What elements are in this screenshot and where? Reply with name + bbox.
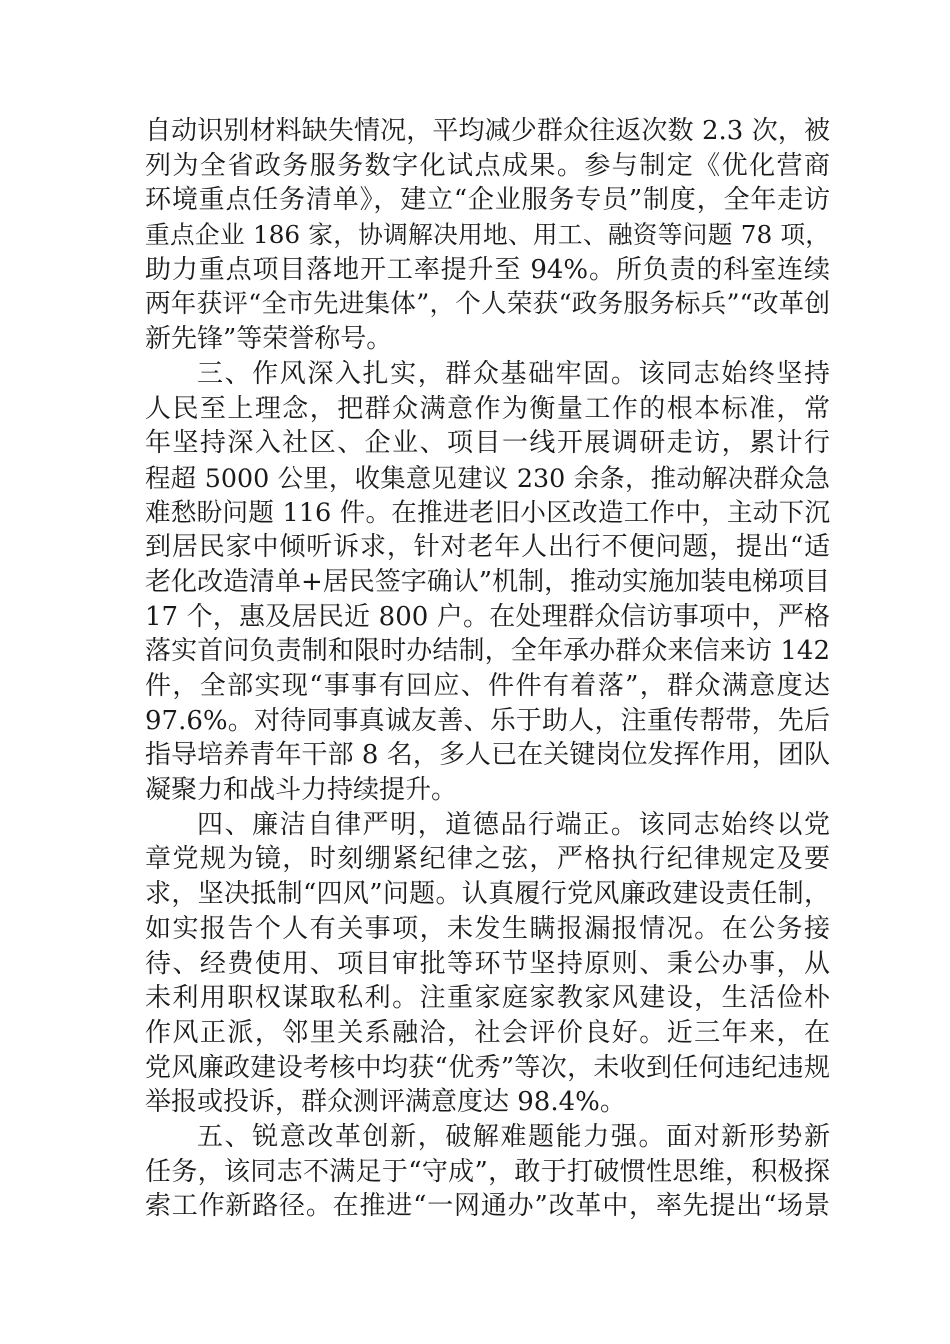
document-body xyxy=(145,114,830,1224)
text-line: 新先锋”等荣誉称号。 xyxy=(145,324,393,355)
text-line: 难愁盼问题 116 件。在推进老旧小区改造工作中，主动下沉 xyxy=(145,497,830,528)
text-line: 求，坚决抵制“四风”问题。认真履行党风廉政建设责任制， xyxy=(145,879,830,910)
text-line: 到居民家中倾听诉求，针对老年人出行不便问题，提出“适 xyxy=(145,532,830,563)
text-line: 党风廉政建设考核中均获“优秀”等次，未收到任何违纪违规 xyxy=(145,1052,830,1083)
text-line: 任务，该同志不满足于“守成”，敢于打破惯性思维，积极探 xyxy=(145,1156,830,1187)
text-line: 环境重点任务清单》，建立“企业服务专员”制度，全年走访 xyxy=(145,185,830,216)
text-line: 举报或投诉，群众测评满意度达 98.4%。 xyxy=(145,1087,626,1118)
text-line: 五、锐意改革创新，破解难题能力强。面对新形势新 xyxy=(197,1121,830,1152)
text-line: 两年获评“全市先进集体”，个人荣获“政务服务标兵”“改革创 xyxy=(145,289,830,320)
text-line: 自动识别材料缺失情况，平均减少群众往返次数 2.3 次，被 xyxy=(145,116,830,146)
text-line: 年坚持深入社区、企业、项目一线开展调研走访，累计行 xyxy=(145,428,830,459)
text-line: 17 个，惠及居民近 800 户。在处理群众信访事项中，严格 xyxy=(145,601,830,632)
text-line: 凝聚力和战斗力持续提升。 xyxy=(145,775,458,806)
text-line: 如实报告个人有关事项，未发生瞒报漏报情况。在公务接 xyxy=(145,913,830,944)
text-line: 97.6%。对待同事真诚友善、乐于助人，注重传帮带，先后 xyxy=(145,705,830,736)
text-line: 指导培养青年干部 8 名，多人已在关键岗位发挥作用，团队 xyxy=(145,740,830,771)
text-line: 重点企业 186 家，协调解决用地、用工、融资等问题 78 项， xyxy=(145,220,830,250)
text-line: 索工作新路径。在推进“一网通办”改革中，率先提出“场景 xyxy=(145,1191,830,1222)
text-line: 老化改造清单+居民签字确认”机制，推动实施加装电梯项目 xyxy=(145,566,831,597)
text-line: 作风正派，邻里关系融洽，社会评价良好。近三年来，在 xyxy=(145,1017,830,1048)
text-line: 待、经费使用、项目审批等环节坚持原则、秉公办事，从 xyxy=(145,948,830,979)
text-line: 章党规为镜，时刻绷紧纪律之弦，严格执行纪律规定及要 xyxy=(145,844,830,875)
text-line: 人民至上理念，把群众满意作为衡量工作的根本标准，常 xyxy=(145,393,830,424)
text-line: 件，全部实现“事事有回应、件件有着落”，群众满意度达 xyxy=(145,671,830,701)
text-line: 落实首问负责制和限时办结制，全年承办群众来信来访 142 xyxy=(145,636,830,667)
text-line: 程超 5000 公里，收集意见建议 230 余条，推动解决群众急 xyxy=(145,462,830,493)
text-line: 未利用职权谋取私利。注重家庭家教家风建设，生活俭朴 xyxy=(145,983,830,1014)
text-line: 助力重点项目落地开工率提升至 94%。所负责的科室连续 xyxy=(145,254,830,285)
text-line: 三、作风深入扎实，群众基础牢固。该同志始终坚持 xyxy=(197,358,830,389)
text-line: 列为全省政务服务数字化试点成果。参与制定《优化营商 xyxy=(145,150,830,181)
text-line: 四、廉洁自律严明，道德品行端正。该同志始终以党 xyxy=(197,809,830,840)
